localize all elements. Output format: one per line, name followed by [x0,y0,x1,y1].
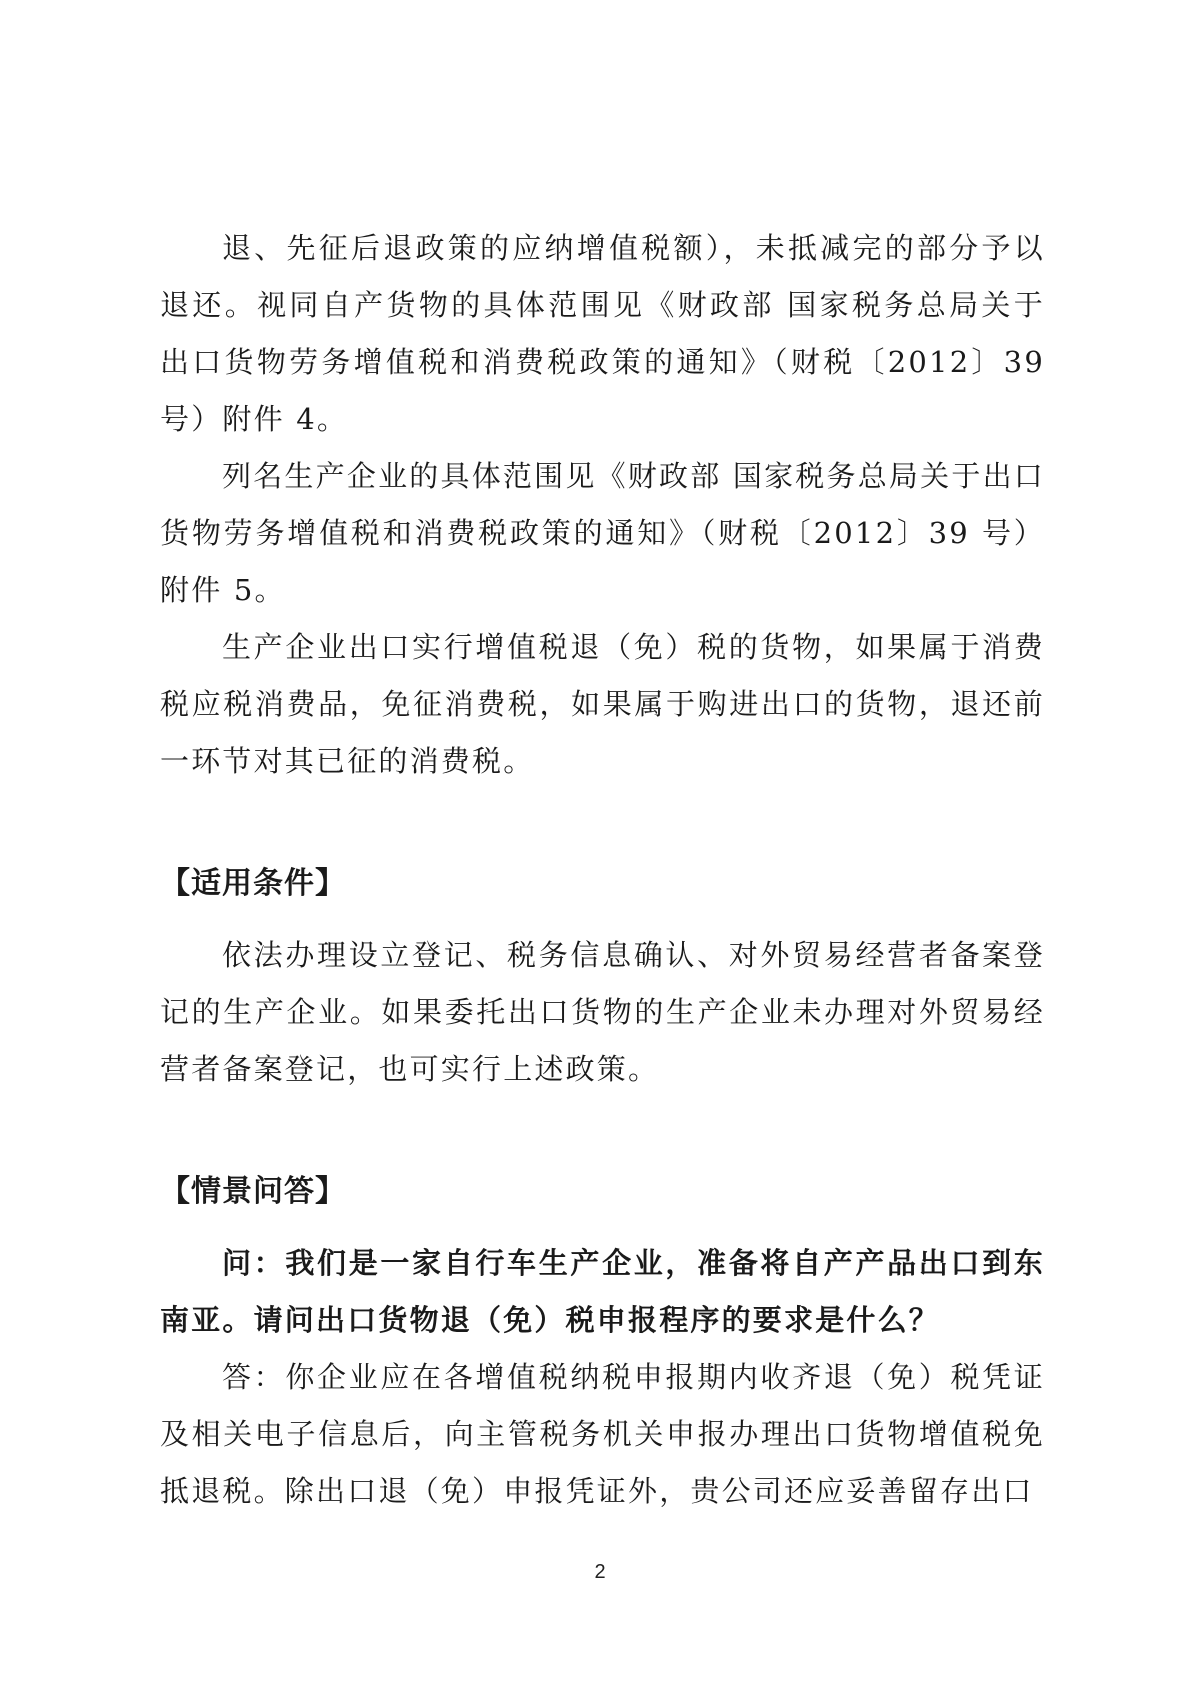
page-number: 2 [594,1561,606,1583]
qa-answer: 答：你企业应在各增值税纳税申报期内收齐退（免）税凭证及相关电子信息后，向主管税务机关申报办理出口货物增值税免抵退税。除出口退（免）申报凭证外，贵公司还应妥善留存出口 [160,1360,1045,1508]
heading-spacer [160,1220,1045,1235]
heading-spacer [160,912,1045,927]
page-body [160,220,1045,1520]
paragraph-consumption-tax: 生产企业出口实行增值税退（免）税的货物，如果属于消费税应税消费品，免征消费税，如果属于购进出口的货物，退还前一环节对其已征的消费税。 [160,630,1045,778]
paragraph-conditions: 依法办理设立登记、税务信息确认、对外贸易经营者备案登记的生产企业。如果委托出口货物的生产企业未办理对外贸易经营者备案登记，也可实行上述政策。 [160,938,1045,1086]
section-heading-qa: 【情景问答】 [160,1174,346,1209]
paragraph-listed-enterprises: 列名生产企业的具体范围见《财政部 国家税务总局关于出口货物劳务增值税和消费税政策的通知》（财税〔2012〕39 号）附件 5。 [160,459,1045,607]
paragraph-self-produced-scope: 退、先征后退政策的应纳增值税额），未抵减完的部分予以退还。视同自产货物的具体范围见《财政部 国家税务总局关于出口货物劳务增值税和消费税政策的通知》（财税〔2012〕39号）附件 4。 [160,231,1045,436]
section-heading-conditions: 【适用条件】 [160,866,346,901]
section-spacer [160,790,1045,855]
qa-question: 问：我们是一家自行车生产企业，准备将自产产品出口到东南亚。请问出口货物退（免）税申报程序的要求是什么？ [160,1246,1045,1337]
section-spacer [160,1098,1045,1163]
